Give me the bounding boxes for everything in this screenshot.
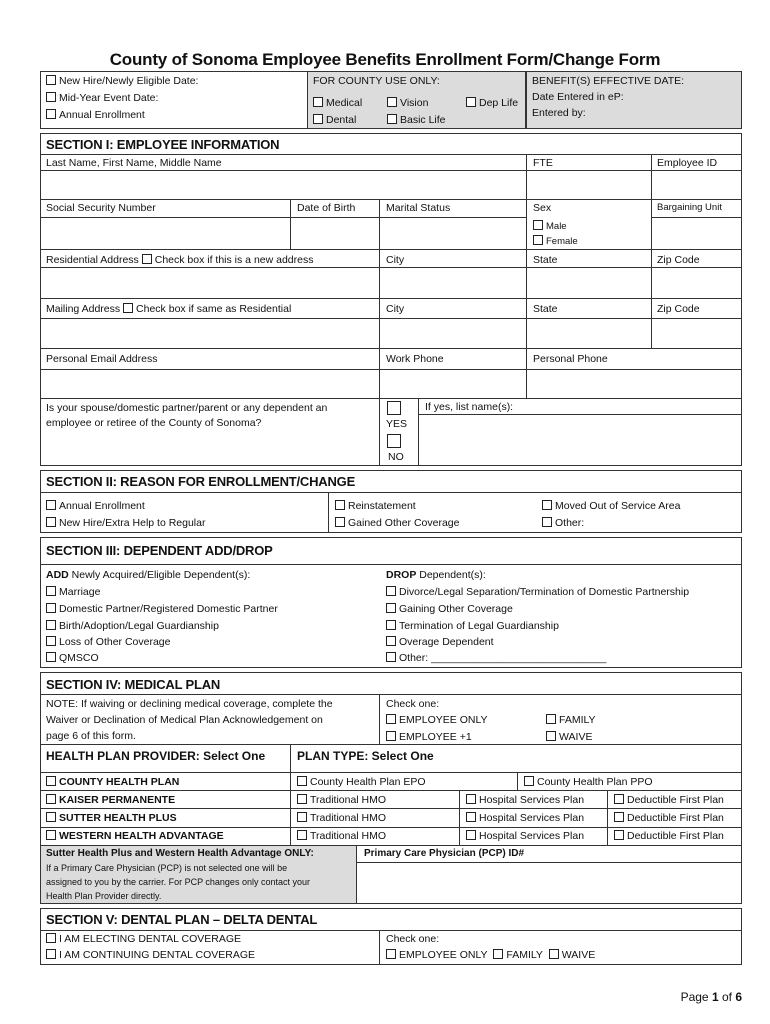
same-as-residential-label: Check box if same as Residential [136,303,292,315]
checkbox-icon[interactable] [386,603,396,613]
checkbox-icon[interactable] [142,254,152,264]
checkbox-icon[interactable] [46,586,56,596]
dental-continuing-option[interactable] [46,948,255,962]
kaiser-hospital-option[interactable] [466,793,584,807]
county-epo-option[interactable] [297,775,426,789]
plan-label: Hospital Services Plan [479,794,585,806]
section-3-header: SECTION III: DEPENDENT ADD/DROP [46,543,273,558]
medical-family[interactable] [546,713,596,727]
reason-label: New Hire/Extra Help to Regular [59,517,206,529]
provider-label: COUNTY HEALTH PLAN [59,776,180,788]
page-total: 6 [735,990,742,1004]
waiver-note-line3: page 6 of this form. [46,730,136,742]
checkbox-icon[interactable] [46,517,56,527]
marital-label: Marital Status [386,202,451,214]
add-item-label: Birth/Adoption/Legal Guardianship [59,620,219,632]
drop-gaining-coverage[interactable] [386,602,513,616]
employee-id-label: Employee ID [657,157,718,169]
provider-label: WESTERN HEALTH ADVANTAGE [59,830,224,842]
checkbox-icon[interactable] [335,500,345,510]
coverage-label: WAIVE [559,731,593,743]
county-medical-check[interactable] [313,96,362,110]
plan-label: Deductible First Plan [627,794,724,806]
if-yes-label: If yes, list name(s): [425,401,514,413]
provider-label: KAISER PERMANENTE [59,794,176,806]
drop-item-label: Overage Dependent [399,636,494,648]
county-ppo-option[interactable] [524,775,653,789]
provider-header: HEALTH PLAN PROVIDER: Select One [46,749,266,763]
checkbox-icon[interactable] [313,114,323,124]
section-5-header: SECTION V: DENTAL PLAN – DELTA DENTAL [46,912,318,927]
dental-employee-only-label: EMPLOYEE ONLY [399,949,488,961]
reason-new-hire[interactable] [46,516,205,530]
provider-sutter[interactable] [46,811,177,825]
entered-by-label: Entered by: [532,107,586,119]
section-1-header: SECTION I: EMPLOYEE INFORMATION [46,137,280,152]
county-vision-check[interactable] [387,96,428,110]
plan-type-header: PLAN TYPE: Select One [297,749,434,763]
plan-label: Deductible First Plan [627,812,724,824]
dental-label: I AM ELECTING DENTAL COVERAGE [59,933,242,945]
new-address-label: Check box if this is a new address [154,254,314,266]
drop-item-label: Gaining Other Coverage [399,603,513,615]
provider-label: SUTTER HEALTH PLUS [59,812,177,824]
entered-ep-label: Date Entered in eP: [532,91,624,103]
checkbox-icon[interactable] [46,92,56,102]
provider-western[interactable] [46,829,224,843]
reason-other[interactable] [542,516,584,530]
mid-year-label: Mid-Year Event Date: [59,92,159,104]
checkbox-icon[interactable] [542,500,552,510]
personal-phone-label: Personal Phone [533,353,608,365]
mail-zip-label: Zip Code [657,303,700,315]
dental-label: I AM CONTINUING DENTAL COVERAGE [59,949,256,961]
reason-reinstatement[interactable] [335,499,416,513]
checkbox-icon[interactable] [46,794,56,804]
checkbox-icon[interactable] [493,949,503,959]
checkbox-icon[interactable] [386,636,396,646]
medical-employee-only[interactable] [386,713,488,727]
checkbox-icon[interactable] [46,776,56,786]
add-rest: Newly Acquired/Eligible Dependent(s): [68,569,251,581]
drop-item-label: Other: ______________________________ [399,652,607,664]
dob-label: Date of Birth [297,202,356,214]
add-domestic-partner[interactable] [46,602,278,616]
checkbox-icon[interactable] [387,97,397,107]
kaiser-deductible-option[interactable] [614,793,724,807]
res-state-label: State [533,254,558,266]
checkbox-icon[interactable] [313,97,323,107]
new-hire-label: New Hire/Newly Eligible Date: [59,75,199,87]
spouse-question-line1: Is your spouse/domestic partner/parent or any dependent an [46,402,328,414]
mailing-label: Mailing Address [46,303,121,315]
annual-enrollment-option[interactable] [46,108,145,122]
checkbox-icon[interactable] [542,517,552,527]
checkbox-icon[interactable] [386,731,396,741]
mail-state-label: State [533,303,558,315]
male-label: Male [546,221,567,232]
annual-enrollment-label: Annual Enrollment [59,109,145,121]
dental-label: Dental [326,114,357,126]
checkbox-icon[interactable] [297,830,307,840]
sutter-hospital-option[interactable] [466,811,584,825]
section-4-header: SECTION IV: MEDICAL PLAN [46,677,221,692]
checkbox-icon[interactable] [46,652,56,662]
checkbox-icon[interactable] [466,812,476,822]
checkbox-icon[interactable] [466,794,476,804]
checkbox-icon[interactable] [386,714,396,724]
checkbox-icon[interactable] [386,949,396,959]
checkbox-icon[interactable] [386,586,396,596]
medical-label: Medical [326,97,363,109]
western-deductible-option[interactable] [614,829,724,843]
add-birth-adoption[interactable] [46,619,219,633]
name-label: Last Name, First Name, Middle Name [46,157,222,169]
drop-divorce[interactable] [386,585,689,599]
medical-check-one-label: Check one: [386,698,440,710]
add-item-label: QMSCO [59,652,99,664]
checkbox-icon[interactable] [297,794,307,804]
dental-waive-label: WAIVE [561,949,596,961]
no-label: NO [388,451,404,463]
pcp-note-line2: assigned to you by the carrier. For PCP changes only contact your [46,877,310,887]
county-basic-life-check[interactable] [387,113,446,127]
reason-moved[interactable] [542,499,680,513]
page-number [681,990,742,1004]
mail-city-label: City [386,303,405,315]
add-heading [46,568,250,582]
reason-label: Other: [555,517,585,529]
page-title: County of Sonoma Employee Benefits Enrollment Form/Change Form [109,50,661,69]
plan-label: Traditional HMO [310,794,387,806]
checkbox-icon[interactable] [546,731,556,741]
plan-label: Traditional HMO [310,830,387,842]
pcp-id-label: Primary Care Physician (PCP) ID# [364,848,525,859]
drop-bold: DROP [386,569,417,581]
dental-check-one-label: Check one: [386,933,440,945]
dental-electing-option[interactable] [46,932,241,946]
spouse-question-line2: employee or retiree of the County of Sonoma? [46,417,262,429]
spouse-yes-checkbox[interactable] [387,401,401,415]
reason-annual-enrollment[interactable] [46,499,145,513]
add-item-label: Domestic Partner/Registered Domestic Partner [59,603,278,615]
checkbox-icon[interactable] [546,714,556,724]
mailing-address-label[interactable] [46,302,291,316]
checkbox-icon[interactable] [533,220,543,230]
drop-other[interactable] [386,651,606,665]
sutter-western-only-label: Sutter Health Plus and Western Health Advantage ONLY: [46,848,314,859]
add-loss-coverage[interactable] [46,635,170,649]
western-hospital-option[interactable] [466,829,584,843]
kaiser-hmo-option[interactable] [297,793,386,807]
coverage-label: EMPLOYEE +1 [399,731,472,743]
checkbox-icon[interactable] [46,500,56,510]
sex-female-option[interactable] [533,235,578,248]
res-zip-label: Zip Code [657,254,700,266]
page-prefix: Page [680,990,712,1004]
add-qmsco[interactable] [46,651,99,665]
plan-label: Hospital Services Plan [479,812,585,824]
checkbox-icon[interactable] [46,109,56,119]
effective-date-label: BENEFIT(S) EFFECTIVE DATE: [532,75,685,87]
spouse-no-checkbox[interactable] [387,434,401,448]
checkbox-icon[interactable] [46,830,56,840]
county-dental-check[interactable] [313,113,356,127]
provider-county[interactable] [46,775,179,789]
page-current: 1 [711,990,719,1004]
section-2-header: SECTION II: REASON FOR ENROLLMENT/CHANGE [46,474,356,489]
residential-label: Residential Address [46,254,139,266]
plan-label: Deductible First Plan [627,830,724,842]
checkbox-icon[interactable] [46,75,56,85]
dental-coverage-options [386,948,595,962]
sex-label: Sex [533,202,552,214]
checkbox-icon[interactable] [466,830,476,840]
reason-label: Annual Enrollment [59,500,145,512]
western-hmo-option[interactable] [297,829,386,843]
checkbox-icon[interactable] [386,652,396,662]
coverage-label: EMPLOYEE ONLY [399,714,488,726]
checkbox-icon[interactable] [46,603,56,613]
drop-heading [386,568,486,582]
checkbox-icon[interactable] [466,97,476,107]
pcp-note-line1: If a Primary Care Physician (PCP) is not selected one will be [46,863,288,873]
reason-label: Moved Out of Service Area [555,500,681,512]
drop-item-label: Termination of Legal Guardianship [399,620,559,632]
checkbox-icon[interactable] [46,949,56,959]
add-marriage[interactable] [46,585,100,599]
checkbox-icon[interactable] [533,235,543,245]
add-item-label: Marriage [59,586,101,598]
waiver-note-line2: Waiver or Declination of Medical Plan Acknowledgement on [46,714,323,726]
medical-waive[interactable] [546,730,592,744]
pcp-note-line3: Health Plan Provider directly. [46,891,162,901]
checkbox-icon[interactable] [614,830,624,840]
bargaining-unit-label: Bargaining Unit [657,202,722,213]
ssn-label: Social Security Number [46,202,156,214]
reason-label: Gained Other Coverage [348,517,460,529]
drop-overage[interactable] [386,635,494,649]
sutter-hmo-option[interactable] [297,811,386,825]
checkbox-icon[interactable] [297,776,307,786]
reason-gained-coverage[interactable] [335,516,459,530]
checkbox-icon[interactable] [123,303,133,313]
basic-life-label: Basic Life [400,114,446,126]
work-phone-label: Work Phone [386,353,444,365]
new-hire-option[interactable] [46,74,198,88]
checkbox-icon[interactable] [46,812,56,822]
vision-label: Vision [400,97,429,109]
sutter-deductible-option[interactable] [614,811,724,825]
sex-male-option[interactable] [533,220,567,233]
coverage-label: FAMILY [559,714,596,726]
plan-label: Traditional HMO [310,812,387,824]
checkbox-icon[interactable] [46,620,56,630]
medical-employee-plus-one[interactable] [386,730,472,744]
mid-year-option[interactable] [46,91,158,105]
checkbox-icon[interactable] [386,620,396,630]
dep-life-label: Dep Life [479,97,519,109]
email-label: Personal Email Address [46,353,158,365]
plan-label: County Health Plan PPO [537,776,653,788]
add-bold: ADD [46,569,69,581]
county-use-label: FOR COUNTY USE ONLY: [313,75,440,87]
plan-label: Hospital Services Plan [479,830,585,842]
drop-item-label: Divorce/Legal Separation/Termination of Domestic Partnership [399,586,690,598]
dental-family-label: FAMILY [506,949,543,961]
res-city-label: City [386,254,405,266]
checkbox-icon[interactable] [614,812,624,822]
county-dep-life-check[interactable] [466,96,518,110]
female-label: Female [546,236,578,247]
provider-kaiser[interactable] [46,793,175,807]
drop-guardianship[interactable] [386,619,559,633]
checkbox-icon[interactable] [297,812,307,822]
checkbox-icon[interactable] [387,114,397,124]
checkbox-icon[interactable] [549,949,559,959]
checkbox-icon[interactable] [46,636,56,646]
yes-label: YES [386,418,408,430]
checkbox-icon[interactable] [335,517,345,527]
checkbox-icon[interactable] [46,933,56,943]
waiver-note-line1: NOTE: If waiving or declining medical coverage, complete the [46,698,333,710]
checkbox-icon[interactable] [524,776,534,786]
checkbox-icon[interactable] [614,794,624,804]
add-item-label: Loss of Other Coverage [59,636,171,648]
residential-address-label[interactable] [46,253,313,267]
page-of: of [718,990,736,1004]
fte-label: FTE [533,157,553,169]
reason-label: Reinstatement [348,500,416,512]
drop-rest: Dependent(s): [416,569,486,581]
plan-label: County Health Plan EPO [310,776,426,788]
